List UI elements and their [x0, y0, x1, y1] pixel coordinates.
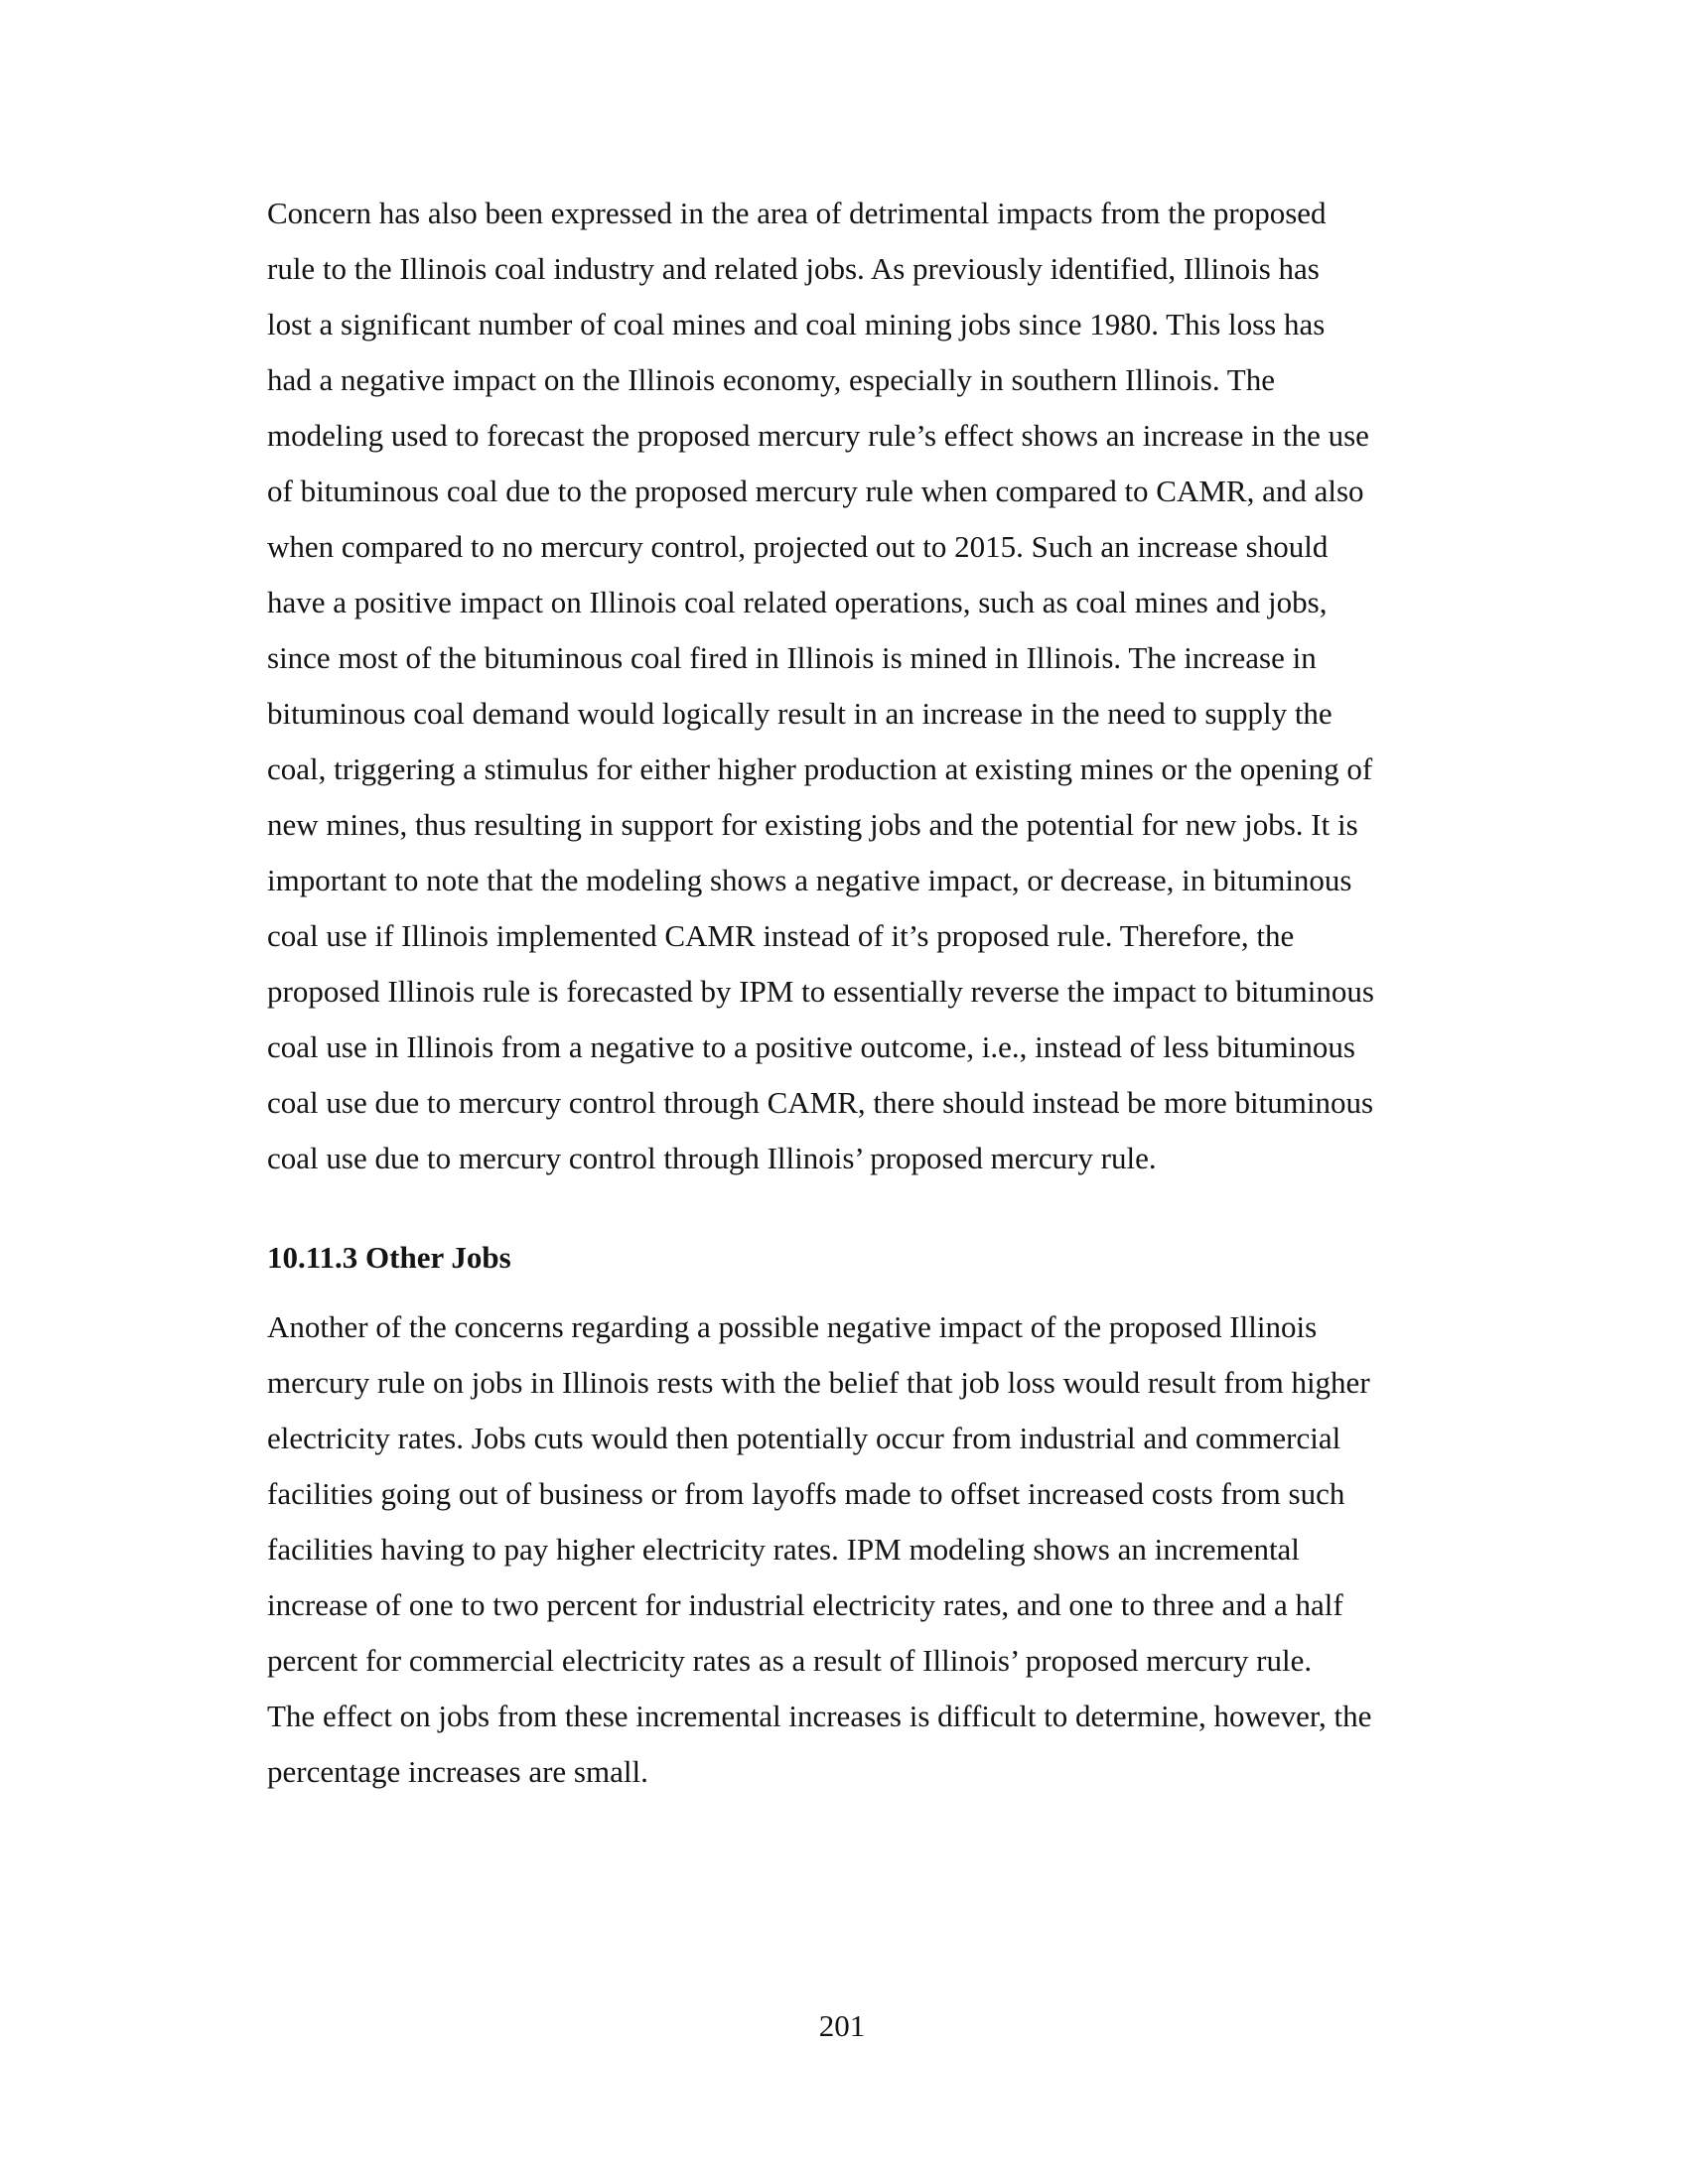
text-line: new mines, thus resulting in support for existing jobs and the potential for new jobs. It is	[267, 807, 1358, 842]
text-line: Concern has also been expressed in the area of detrimental impacts from the proposed	[267, 196, 1327, 230]
text-line: rule to the Illinois coal industry and related jobs. As previously identified, Illinois has	[267, 251, 1320, 286]
text-line: increase of one to two percent for industrial electricity rates, and one to three and a half	[267, 1587, 1343, 1622]
paragraph-other-jobs	[267, 1299, 1444, 1800]
text-line: since most of the bituminous coal fired in Illinois is mined in Illinois. The increase in	[267, 640, 1317, 675]
text-line: electricity rates. Jobs cuts would then potentially occur from industrial and commercial	[267, 1421, 1341, 1455]
text-line: The effect on jobs from these incremental increases is difficult to determine, however, the	[267, 1699, 1372, 1733]
page-number: 201	[818, 2008, 866, 2043]
text-line: coal, triggering a stimulus for either higher production at existing mines or the opening of	[267, 751, 1373, 786]
text-line: when compared to no mercury control, projected out to 2015. Such an increase should	[267, 529, 1329, 564]
text-line: percentage increases are small.	[267, 1754, 648, 1789]
paragraph-coal-industry	[267, 186, 1444, 1186]
text-line: important to note that the modeling shows a negative impact, or decrease, in bituminous	[267, 863, 1352, 897]
text-line: coal use due to mercury control through CAMR, there should instead be more bituminous	[267, 1085, 1374, 1120]
text-line: of bituminous coal due to the proposed mercury rule when compared to CAMR, and also	[267, 474, 1364, 508]
text-line: mercury rule on jobs in Illinois rests with the belief that job loss would result from higher	[267, 1365, 1370, 1400]
text-line: coal use in Illinois from a negative to a positive outcome, i.e., instead of less bituminous	[267, 1029, 1355, 1064]
text-line: modeling used to forecast the proposed mercury rule’s effect shows an increase in the use	[267, 418, 1369, 453]
text-line: Another of the concerns regarding a possible negative impact of the proposed Illinois	[267, 1309, 1318, 1344]
text-line: coal use if Illinois implemented CAMR instead of it’s proposed rule. Therefore, the	[267, 918, 1295, 953]
text-line: percent for commercial electricity rates as a result of Illinois’ proposed mercury rule.	[267, 1643, 1313, 1678]
text-line: facilities having to pay higher electricity rates. IPM modeling shows an incremental	[267, 1532, 1300, 1567]
text-line: coal use due to mercury control through Illinois’ proposed mercury rule.	[267, 1141, 1157, 1175]
text-line: had a negative impact on the Illinois economy, especially in southern Illinois. The	[267, 362, 1275, 397]
text-line: have a positive impact on Illinois coal related operations, such as coal mines and jobs,	[267, 585, 1328, 619]
text-line: bituminous coal demand would logically result in an increase in the need to supply the	[267, 696, 1333, 731]
text-line: facilities going out of business or from layoffs made to offset increased costs from such	[267, 1476, 1345, 1511]
section-heading: 10.11.3 Other Jobs	[267, 1240, 511, 1275]
text-line: lost a significant number of coal mines and coal mining jobs since 1980. This loss has	[267, 307, 1326, 341]
text-line: proposed Illinois rule is forecasted by IPM to essentially reverse the impact to bituminous	[267, 974, 1374, 1009]
